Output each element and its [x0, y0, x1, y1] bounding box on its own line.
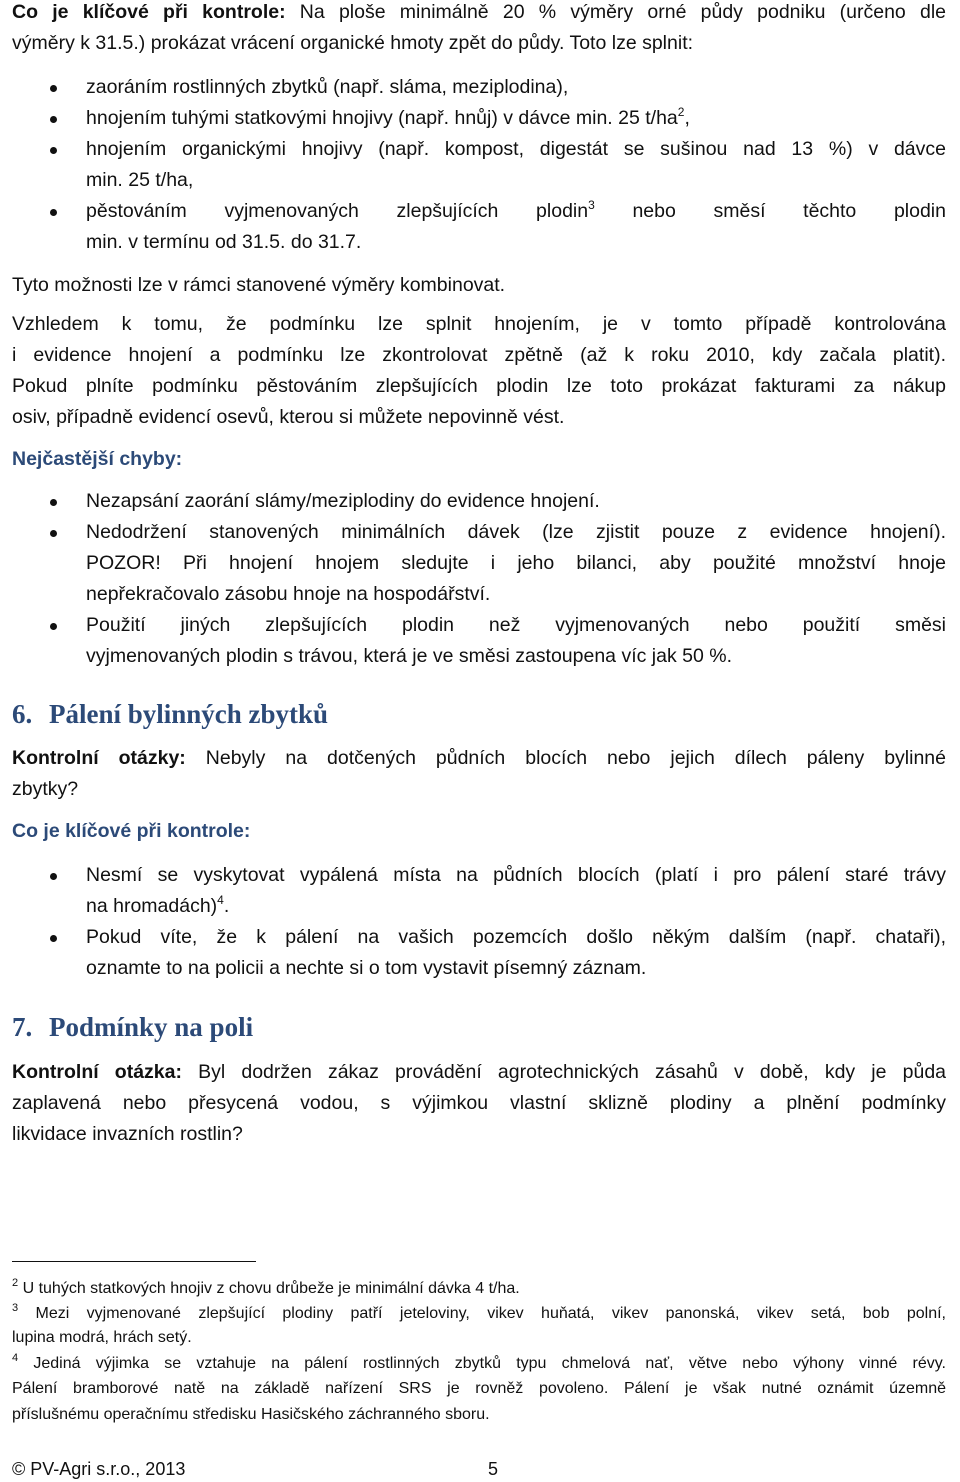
section-number: 6. — [12, 699, 33, 729]
list-item: Nezapsání zaorání slámy/meziplodiny do evidence hnojení. — [12, 486, 946, 517]
section-heading-6 — [12, 699, 328, 730]
bullet-icon — [50, 116, 57, 123]
footnote: $^4$ Jediná výjimka se vztahuje na pálení rostlinných zbytků typu chmelová nať, větve nebo výhony vinné révy. Pálení bramborové natě na základě nařízení SRS je rovněž povoleno. Pálení je však nutné oznámit územně příslušnému operačnímu středisku Hasičského záchranného sboru. — [12, 1352, 946, 1423]
page-footer — [12, 1456, 946, 1482]
footnote-mark: 2 — [12, 1277, 19, 1289]
list-item: zaoráním rostlinných zbytků (např. sláma, meziplodina), — [12, 72, 946, 103]
bullet-icon — [50, 935, 57, 942]
footnote: $^3$ Mezi vyjmenované zlepšující plodiny patří jeteloviny, vikev huňatá, vikev panonská, vikev setá, bob polní, lupina modrá, hrách setý. — [12, 1302, 946, 1346]
errors-heading: Nejčastější chyby: — [12, 448, 183, 470]
key-control-label: Co je klíčové při kontrole: — [12, 1, 286, 23]
page-number: 5 — [488, 1459, 499, 1479]
key-control-text: Na ploše minimálně 20 % výměry orné půdy podniku (určeno dle — [285, 1, 947, 23]
list-item: Použití jiných zlepšujících plodin než vyjmenovaných nebo použití směsi vyjmenovaných plodin s trávou, která je ve směsi zastoupena víc jak 50 %. — [12, 610, 946, 672]
control-question-label: Kontrolní otázky: — [12, 747, 186, 769]
list-item: Nedodržení stanovených minimálních dávek (lze zjistit pouze z evidence hnojení). POZOR! Při hnojení hnojem sledujte i jeho bilanci, aby použité množství hnoje nepřekračovalo zásobu hnoje na hospodářství. — [12, 517, 946, 610]
copyright: © PV-Agri s.r.o., 2013 — [12, 1459, 186, 1479]
bullet-icon — [50, 147, 57, 154]
bullet-icon — [50, 499, 57, 506]
section-title: Pálení bylinných zbytků — [49, 699, 329, 729]
list-item: hnojením tuhými statkovými hnojivy (např. hnůj) v dávce min. 25 $t/ha^2$, — [12, 103, 946, 134]
list-item: Nesmí se vyskytovat vypálená místa na půdních blocích (platí i pro pálení staré trávy na hromadách)$^4$. — [12, 860, 946, 922]
list-item: Pokud víte, že k pálení na vašich pozemcích došlo někým dalším (např. chataři), oznamte to na policii a nechte si o tom vystavit písemný záznam. — [12, 922, 946, 984]
section-number: 7. — [12, 1012, 33, 1042]
footnote-mark: 3 — [12, 1302, 19, 1314]
footnote-divider — [12, 1261, 256, 1262]
key-control-heading: Co je klíčové při kontrole: — [12, 820, 251, 842]
section-title: Podmínky na poli — [49, 1012, 254, 1042]
bullet-icon — [50, 209, 57, 216]
footnote-ref: 2 — [677, 105, 685, 119]
bullet-icon — [50, 85, 57, 92]
key-control-intro — [12, 0, 946, 59]
bullet-icon — [50, 530, 57, 537]
list-item: pěstováním vyjmenovaných zlepšujících plodin$^3$ nebo směsí těchto plodin min. v termínu od 31.5. do 31.7. — [12, 196, 946, 258]
footnote-ref: 3 — [588, 198, 595, 212]
section-heading-7 — [12, 1012, 253, 1043]
list-item: hnojením organickými hnojivy (např. kompost, digestát se sušinou nad 13 %) v dávce min. 25 t/ha, — [12, 134, 946, 196]
key-control-text-2: výměry k 31.5.) prokázat vrácení organické hmoty zpět do půdy. Toto lze splnit: — [12, 32, 694, 54]
burning-list — [12, 860, 946, 984]
fertilization-paragraph: Vzhledem k tomu, že podmínku lze splnit hnojením, je v tomto případě kontrolována i evidence hnojení a podmínku lze zkontrolovat zpětně (až k roku 2010, kdy začala platit). Pokud plníte podmínku pěstováním zlepšujících plodin lze toto prokázat fakturami za nákup osiv, případně evidencí osevů, kterou si můžete nepovinně vést. — [12, 313, 946, 428]
errors-list — [12, 486, 946, 672]
combine-note: Tyto možnosti lze v rámci stanovené výměry kombinovat. — [12, 274, 506, 296]
footnote-ref: 4 — [217, 893, 224, 907]
warning-label: POZOR! — [86, 552, 161, 574]
control-question-label: Kontrolní otázka: — [12, 1061, 182, 1083]
footnote: $^2$ U tuhých statkových hnojiv z chovu drůbeže je minimální dávka 4 t/ha. — [12, 1277, 520, 1297]
bullet-icon — [50, 623, 57, 630]
bullet-icon — [50, 873, 57, 880]
control-question: Kontrolní otázka: Byl dodržen zákaz provádění agrotechnických zásahů v době, kdy je půda zaplavená nebo přesycená vodou, s výjimkou vlastní sklizně plodiny a plnění podmínky likvidace invazních rostlin? — [12, 1061, 947, 1145]
footnote-mark: 4 — [12, 1352, 19, 1364]
options-list — [12, 72, 946, 258]
control-question: Kontrolní otázky: Nebyly na dotčených půdních blocích nebo jejich dílech páleny bylinné zbytky? — [12, 747, 947, 800]
